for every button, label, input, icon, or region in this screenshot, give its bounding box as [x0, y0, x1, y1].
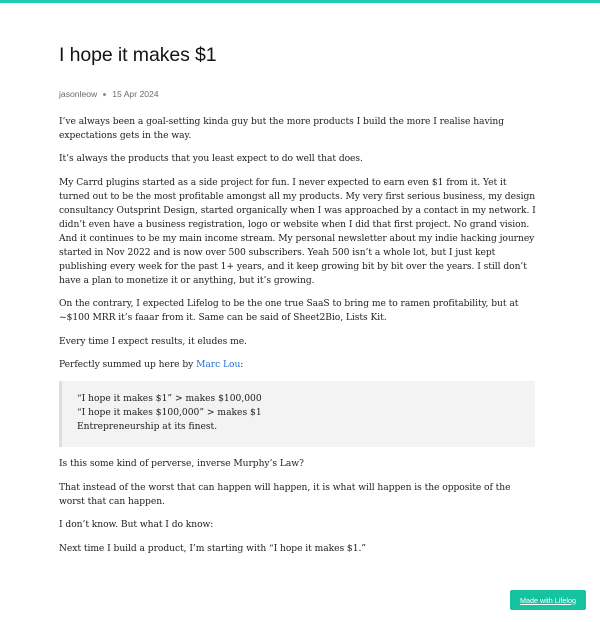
post-paragraph: On the contrary, I expected Lifelog to be the one true SaaS to bring me to ramen profitability, but at ~$100 MRR it’s faaar from it. Same can be said of Sheet2Bio, Lists Kit.	[59, 299, 519, 323]
summed-up-paragraph	[59, 358, 537, 372]
post-paragraph: Is this some kind of perverse, inverse Murphy’s Law?	[59, 459, 304, 469]
post-meta	[59, 88, 159, 100]
quote-line: “I hope it makes $1” > makes $100,000	[77, 394, 262, 404]
post-author[interactable]: jasonleow	[59, 89, 98, 99]
post-paragraph: I don’t know. But what I do know:	[59, 520, 214, 530]
post-date: 15 Apr 2024	[112, 89, 159, 99]
post-paragraph: Every time I expect results, it eludes me.	[59, 337, 247, 347]
made-with-lifelog-button[interactable]: Made with Lifelog	[510, 590, 586, 610]
quote-line: Entrepreneurship at its finest.	[77, 422, 218, 432]
summed-up-suffix: :	[240, 360, 244, 370]
marc-lou-link[interactable]: Marc Lou	[196, 360, 241, 370]
post-paragraph: I’ve always been a goal-setting kinda guy but the more products I build the more I realise having expectations gets in the way.	[59, 117, 505, 141]
post-paragraph: That instead of the worst that can happen will happen, it is what will happen is the opposite of the worst that can happen.	[59, 483, 511, 507]
post-paragraph: Next time I build a product, I’m starting with “I hope it makes $1.”	[59, 544, 366, 554]
meta-separator-dot	[103, 93, 106, 96]
quote-line: “I hope it makes $100,000” > makes $1	[77, 408, 262, 418]
post-paragraph: It’s always the products that you least expect to do well that does.	[59, 154, 363, 164]
post-paragraph: My Carrd plugins started as a side project for fun. I never expected to earn even $1 from it. Yet it turned out to be the most profitable amongst all my products. My very first serious business, my design consultancy Outsprint Design, started organically when I was approached by a contact in my network. I didn’t even have a business registration, logo or website when I did that first project. No grand vision. And it continues to be my main income stream. My personal newsletter about my indie hacking journey started in Nov 2022 and is now over 500 subscribers. Yeah 500 isn’t a whole lot, but I just kept publishing every week for the past 1+ years, and it keep growing bit by bit over the years. I still don’t have a plan to monetize it or anything, but it’s growing.	[59, 178, 536, 286]
top-accent-bar	[0, 0, 600, 3]
post-title: I hope it makes $1	[59, 44, 217, 66]
summed-up-prefix: Perfectly summed up here by	[59, 360, 197, 370]
quote-block	[59, 381, 535, 447]
